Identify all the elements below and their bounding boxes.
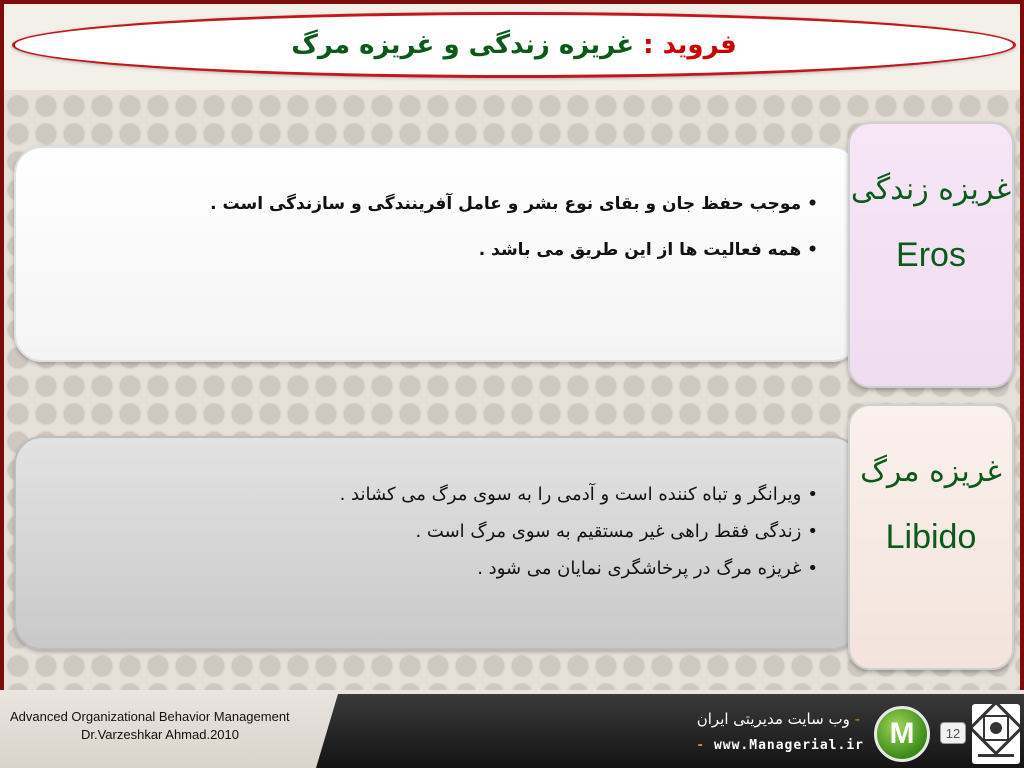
death-instinct-bullets [340,484,818,595]
list-item: • همه فعالیت ها از این طریق می باشد . [210,240,818,260]
logo-letter: M [889,717,915,750]
site-name-text: وب سایت مدیریتی ایران [696,710,850,728]
title-green-part: غریزه زندگی و غریزه مرگ [291,30,635,60]
list-item: • زندگی فقط راهی غیر مستقیم به سوی مرگ است . [340,521,818,542]
footer-credit [10,708,310,744]
site-url-text[interactable]: www.Managerial.ir [713,738,864,753]
university-emblem-icon [972,704,1020,764]
title-oval [12,12,1016,78]
title-red-part: فروید : [643,30,737,60]
list-item: • ویرانگر و تباه کننده است و آدمی را به سوی مرگ می کشاند . [340,484,818,505]
bullet-icon: - [696,738,714,753]
death-instinct-label [848,404,1014,670]
author-name: Dr.Varzeshkar Ahmad.2010 [80,727,239,742]
death-instinct-title: غریزه مرگ [860,454,1002,489]
life-instinct-latin: Eros [896,236,966,274]
slide-title [291,30,737,60]
managerial-logo-icon [874,706,930,762]
site-url[interactable] [694,738,864,753]
list-item: • غریزه مرگ در پرخاشگری نمایان می شود . [340,558,818,579]
site-name-fa [690,710,860,728]
life-instinct-bullets [210,194,818,286]
death-instinct-latin: Libido [885,518,977,556]
list-item: • موجب حفظ جان و بقای نوع بشر و عامل آفرینندگی و سازندگی است . [210,194,818,214]
bullet-icon: - [849,710,860,728]
life-instinct-content [14,146,860,362]
life-instinct-title: غریزه زندگی [850,172,1012,207]
life-instinct-label [848,122,1014,388]
course-name: Advanced Organizational Behavior Management [10,709,290,724]
death-instinct-content [14,436,860,650]
page-number: 12 [940,722,966,744]
